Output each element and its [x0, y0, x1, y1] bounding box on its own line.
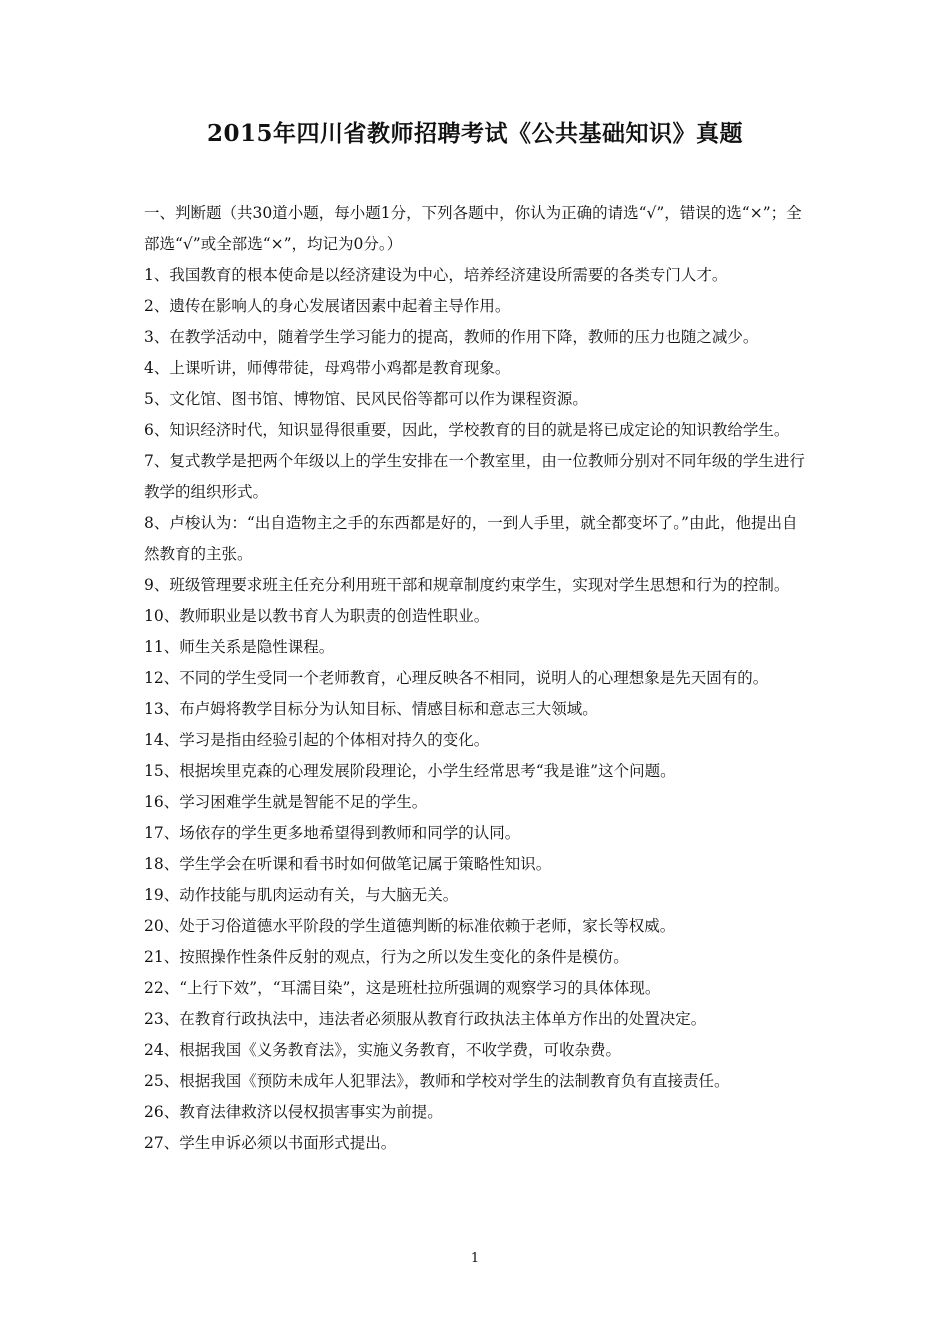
question-item: 18、学生学会在听课和看书时如何做笔记属于策略性知识。 — [144, 855, 552, 873]
page-number: 1 — [470, 1251, 480, 1266]
question-item: 19、动作技能与肌肉运动有关，与大脑无关。 — [144, 886, 459, 904]
question-item: 5、文化馆、图书馆、博物馆、民风民俗等都可以作为课程资源。 — [144, 390, 588, 408]
document-title: 2015年四川省教师招聘考试《公共基础知识》真题 — [206, 120, 743, 147]
question-item: 17、场依存的学生更多地希望得到教师和同学的认同。 — [144, 824, 521, 842]
question-item: 14、学习是指由经验引起的个体相对持久的变化。 — [144, 731, 490, 749]
question-item: 20、处于习俗道德水平阶段的学生道德判断的标准依赖于老师，家长等权威。 — [144, 917, 676, 935]
document-body — [144, 198, 810, 1159]
question-item: 12、不同的学生受同一个老师教育，心理反映各不相同，说明人的心理想象是先天固有的。 — [144, 669, 769, 687]
question-item: 25、根据我国《预防未成年人犯罪法》，教师和学校对学生的法制教育负有直接责任。 — [144, 1072, 730, 1090]
section-instruction: 一、判断题（共30道小题，每小题1分，下列各题中，你认为正确的请选“√”，错误的选“×”；全部选“√”或全部选“×”，均记为0分。） — [144, 204, 802, 253]
question-item: 6、知识经济时代，知识显得很重要，因此，学校教育的目的就是将已成定论的知识教给学生。 — [144, 421, 790, 439]
question-list — [144, 260, 810, 1159]
question-item: 26、教育法律救济以侵权损害事实为前提。 — [144, 1103, 443, 1121]
question-item: 27、学生申诉必须以书面形式提出。 — [144, 1134, 397, 1152]
question-item: 21、按照操作性条件反射的观点，行为之所以发生变化的条件是模仿。 — [144, 948, 629, 966]
question-item: 1、我国教育的根本使命是以经济建设为中心，培养经济建设所需要的各类专门人才。 — [144, 266, 728, 284]
question-item: 11、师生关系是隐性课程。 — [144, 638, 335, 656]
question-item: 2、遗传在影响人的身心发展诸因素中起着主导作用。 — [144, 297, 511, 315]
question-item: 13、布卢姆将教学目标分为认知目标、情感目标和意志三大领域。 — [144, 700, 598, 718]
question-item: 7、复式教学是把两个年级以上的学生安排在一个教室里，由一位教师分别对不同年级的学生进行教学的组织形式。 — [144, 452, 805, 501]
question-item: 9、班级管理要求班主任充分利用班干部和规章制度约束学生，实现对学生思想和行为的控制。 — [144, 576, 790, 594]
question-item: 4、上课听讲，师傅带徒，母鸡带小鸡都是教育现象。 — [144, 359, 511, 377]
question-item: 24、根据我国《义务教育法》，实施义务教育，不收学费，可收杂费。 — [144, 1041, 621, 1059]
question-item: 23、在教育行政执法中，违法者必须服从教育行政执法主体单方作出的处置决定。 — [144, 1010, 707, 1028]
question-item: 10、教师职业是以教书育人为职责的创造性职业。 — [144, 607, 490, 625]
question-item: 8、卢梭认为：“出自造物主之手的东西都是好的，一到人手里，就全都变坏了。”由此，他提出自然教育的主张。 — [144, 514, 798, 563]
question-item: 3、在教学活动中，随着学生学习能力的提高，教师的作用下降，教师的压力也随之减少。 — [144, 328, 759, 346]
question-item: 16、学习困难学生就是智能不足的学生。 — [144, 793, 428, 811]
question-item: 22、“上行下效”，“耳濡目染”，这是班杜拉所强调的观察学习的具体体现。 — [144, 979, 661, 997]
question-item: 15、根据埃里克森的心理发展阶段理论，小学生经常思考“我是谁”这个问题。 — [144, 762, 676, 780]
